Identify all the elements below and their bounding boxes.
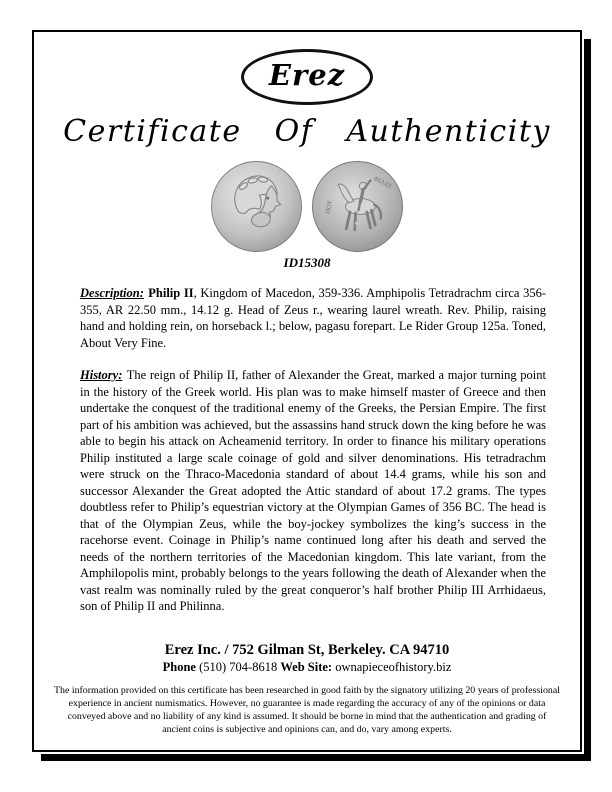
footer [34,642,580,736]
contact-line [34,660,580,675]
coin-legend-left: ΠΟΥ [324,199,334,215]
history-paragraph [80,367,546,615]
disclaimer-text: The information provided on this certificate has been researched in good faith by the signatory utilizing 20 years of professional experience in ancient numismatics. However, no guarantee is made regarding the accuracy of any of the opinions or data conveyed above and no liability of any kind is assumed. It should be borne in mind that the authentication and grading of ancient coins is subjective and opinions can, and do, vary among experts. [54,684,560,735]
erez-logo [241,49,373,105]
description-label: Description: [80,286,144,300]
certificate-title: Certificate Of Authenticity [63,114,551,149]
coin-reverse-image [311,160,404,253]
history-label: History: [80,368,123,382]
certificate-page [32,30,582,752]
company-address-line: Erez Inc. / 752 Gilman St, Berkeley. CA 94710 [164,641,450,658]
phone-number: (510) 704-8618 [195,659,281,674]
coin-photos [34,160,580,253]
coin-obverse-image [210,160,303,253]
coin-subject: Philip II [148,286,194,300]
description-text: , Kingdom of Macedon, 359-336. Amphipolis Tetradrachm circa 356-355, AR 22.50 mm., 14.12 g. Head of Zeus r., wearing laurel wreath. Rev. Philip, raising hand and holding rein, on horseback l.; below, pagasu forepart. Le Rider Group 125a. Toned, About Very Fine. [80,286,547,350]
coin-legend-top: ΦΙΛΙΠ [372,175,392,190]
history-text: The reign of Philip II, father of Alexander the Great, marked a major turning point in the history of the Greek world. His plan was to make himself master of Greece and then undertake the conquest of the traditional enemy of the Greeks, the Persian Empire. The first part of his ambition was achieved, but the assassins hand struck down the king before he was able to begin his attack on Acheamenid territory. In order to finance his military operations Philip instituted a large scale coinage of gold and silver denominations. His tetradrachm were struck on the Thraco-Macedonia standard of about 14.4 grams, while his son and successor Alexander the Great adopted the Attic standard of about 17.2 grams. The types doubtless refer to Philip’s equestrian victory at the Olympian Games of 356 BC. The head is that of the Olympian Zeus, while the boy-jockey symbolizes the king’s success in the racehorse event. Coinage in Philip’s name continued long after his death and served the needs of the northern territories of the Macedonian kingdom. This late variant, from the Amphilopolis mint, probably belongs to the years following the death of Alexander when the vast realm was nominally ruled by the great conqueror’s half brother Philip III Arrhidaeus, son of Philip II and Philinna. [80,368,546,613]
website-url: ownapieceofhistory.biz [332,659,452,674]
website-label: Web Site: [280,659,333,674]
erez-logo-text: Erez [268,58,346,92]
description-paragraph [80,285,546,351]
coin-id: ID15308 [283,255,331,270]
phone-label: Phone [162,659,196,674]
